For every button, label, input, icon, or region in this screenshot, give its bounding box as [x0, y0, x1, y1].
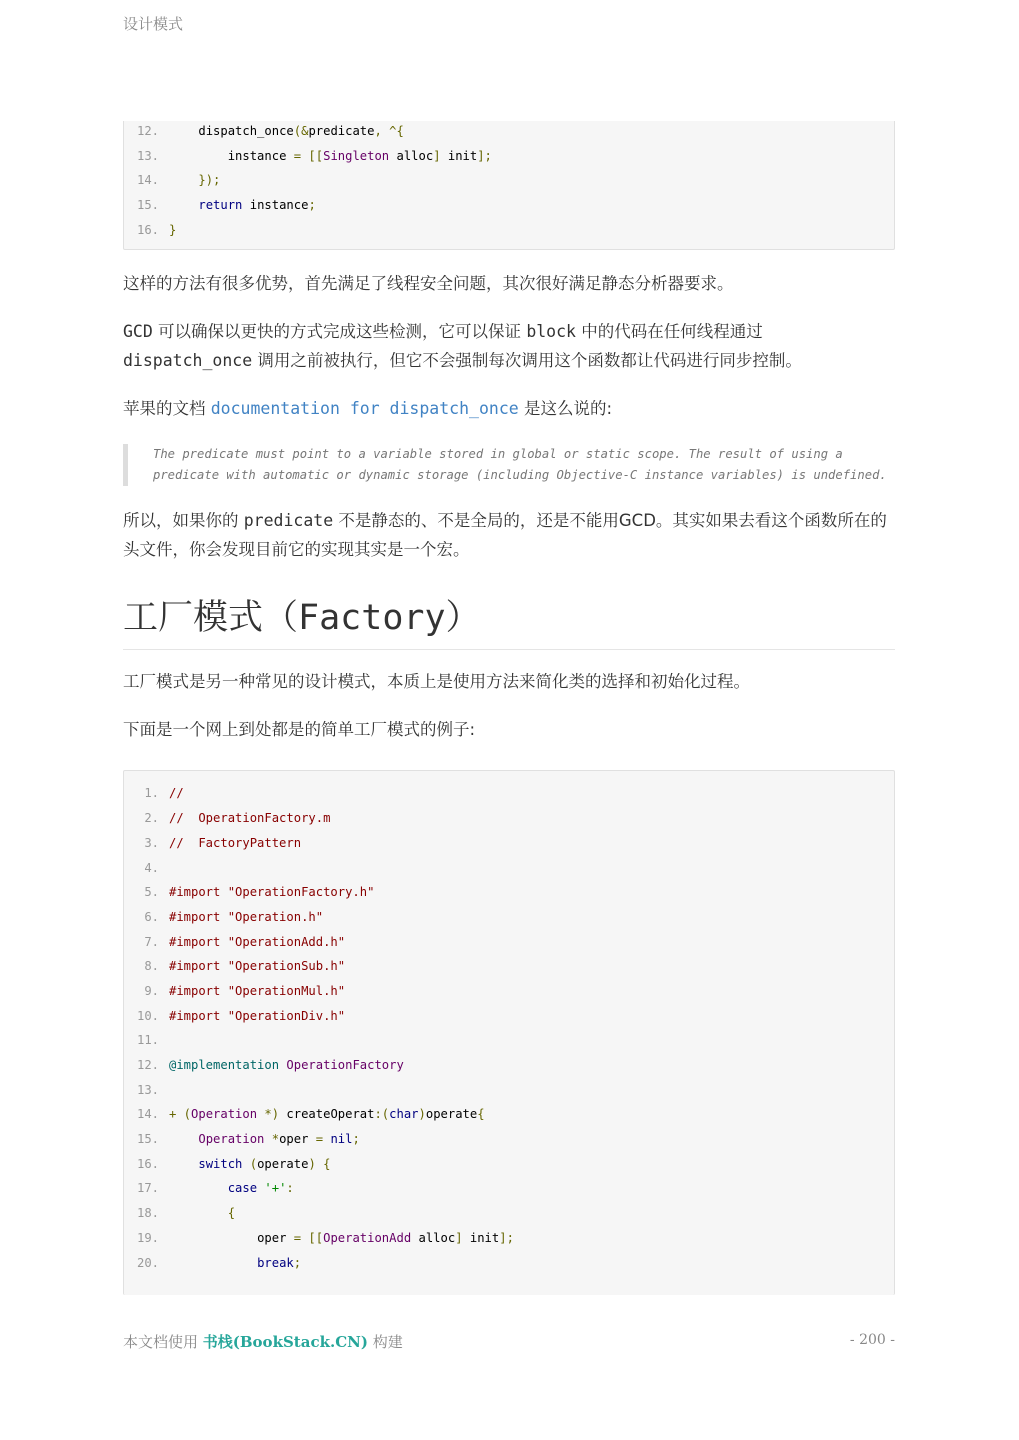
- code-content: + (Operation *) createOperat:(char)operate{: [169, 1107, 485, 1122]
- code-line: [124, 1253, 894, 1278]
- code-line: [124, 882, 894, 907]
- code-line: [124, 1178, 894, 1203]
- code-content: });: [198, 173, 221, 188]
- code-line: [124, 808, 894, 833]
- code-line: [124, 121, 894, 146]
- blockquote-apple-docs: The predicate must point to a variable stored in global or static scope. The result of using a predicate with automatic or dynamic storage (including Objective-C instance variables) is undefined.: [123, 444, 895, 486]
- code-line: [124, 932, 894, 957]
- code-line: [124, 907, 894, 932]
- inline-code-dispatch-once: dispatch_once: [123, 351, 253, 371]
- line-number: 4.: [144, 860, 159, 875]
- code-content: #import "OperationDiv.h": [169, 1008, 346, 1023]
- footer-prefix: 本文档使用: [123, 1333, 203, 1351]
- title-en: Factory: [298, 598, 446, 639]
- line-number: 16.: [136, 1156, 159, 1171]
- line-number: 3.: [144, 835, 159, 850]
- code-block-singleton-tail: [123, 121, 895, 250]
- title-paren: （: [263, 598, 299, 639]
- code-content: oper = [[OperationAdd alloc] init];: [257, 1230, 514, 1245]
- code-content: }: [169, 222, 177, 237]
- code-content: #import "OperationMul.h": [169, 983, 346, 998]
- code-content: //: [169, 786, 184, 801]
- line-number: 12.: [136, 124, 159, 138]
- code-line: [124, 1228, 894, 1253]
- code-line: [124, 1203, 894, 1228]
- line-number: 13.: [136, 148, 159, 163]
- code-line: [124, 170, 894, 195]
- line-number: 15.: [136, 1132, 159, 1147]
- page-number: - 200 -: [849, 1332, 895, 1348]
- title-paren: ）: [445, 598, 481, 639]
- inline-code-predicate: predicate: [243, 511, 334, 531]
- code-content: switch (operate) {: [198, 1156, 331, 1171]
- code-block-operation-factory: [123, 770, 895, 1295]
- code-line: [124, 1030, 894, 1055]
- code-content: #import "OperationSub.h": [169, 959, 346, 974]
- paragraph-gcd: [123, 317, 895, 375]
- line-number: 14.: [136, 173, 159, 188]
- line-number: 13.: [136, 1082, 159, 1097]
- code-line: [124, 1080, 894, 1105]
- code-line: [124, 195, 894, 220]
- code-content: Operation *oper = nil;: [198, 1132, 360, 1147]
- footer-suffix: 构建: [367, 1333, 403, 1351]
- paragraph-factory-example: 下面是一个网上到处都是的简单工厂模式的例子:: [123, 720, 476, 740]
- line-number: 1.: [144, 786, 159, 801]
- line-number: 7.: [144, 934, 159, 949]
- line-number: 9.: [144, 983, 159, 998]
- code-line: [124, 1129, 894, 1154]
- paragraph-predicate: [123, 506, 895, 564]
- code-content: #import "OperationAdd.h": [169, 934, 346, 949]
- inline-code-block: block: [526, 322, 576, 342]
- line-number: 5.: [144, 885, 159, 900]
- code-content: break;: [257, 1255, 302, 1270]
- line-number: 12.: [136, 1058, 159, 1072]
- paragraph-advantages: 这样的方法有很多优势，首先满足了线程安全问题，其次很好满足静态分析器要求。: [123, 274, 734, 294]
- text-segment: 是这么说的:: [518, 399, 613, 419]
- code-content: instance = [[Singleton alloc] init];: [227, 148, 492, 163]
- line-number: 20.: [136, 1255, 159, 1270]
- text-segment: 可以确保以更快的方式完成这些检测，它可以保证: [152, 322, 527, 342]
- text-segment: 中的代码在任何线程通过: [575, 322, 763, 342]
- title-cn: 工厂模式: [123, 598, 264, 639]
- code-content: // FactoryPattern: [169, 835, 302, 850]
- line-number: 15.: [136, 198, 159, 213]
- inline-code-gcd: GCD: [123, 322, 153, 342]
- line-number: 14.: [136, 1107, 159, 1122]
- code-line: [124, 833, 894, 858]
- line-number: 19.: [136, 1230, 159, 1245]
- code-content: return instance;: [198, 198, 316, 213]
- line-number: 17.: [136, 1181, 159, 1196]
- code-content: {: [227, 1206, 236, 1221]
- text-segment: 不是静态的、不是全局的，还是不能用GCD。其实如果去看这个函数所在的头文件，你会发现目前它的实现其实是一个宏。: [123, 511, 887, 560]
- footer-brand-link[interactable]: 书栈(BookStack.CN): [202, 1333, 368, 1351]
- code-content: case '+':: [227, 1181, 294, 1196]
- line-number: 10.: [136, 1008, 159, 1023]
- line-number: 2.: [144, 811, 159, 826]
- link-dispatch-once-docs[interactable]: documentation for dispatch_once: [210, 399, 519, 419]
- code-content: #import "OperationFactory.h": [169, 885, 375, 900]
- code-line: [124, 981, 894, 1006]
- code-line: [124, 1055, 894, 1080]
- paragraph-factory-intro: 工厂模式是另一种常见的设计模式，本质上是使用方法来简化类的选择和初始化过程。: [123, 672, 750, 692]
- footer-credit: [123, 1331, 403, 1352]
- text-segment: 所以，如果你的: [123, 511, 244, 531]
- line-number: 6.: [144, 909, 159, 924]
- code-line: [124, 858, 894, 883]
- code-content: #import "Operation.h": [169, 909, 324, 924]
- code-line: [124, 1154, 894, 1179]
- page-content: [123, 121, 895, 1295]
- running-header: 设计模式: [123, 15, 184, 33]
- line-number: 18.: [136, 1206, 159, 1221]
- paragraph-apple-docs: [123, 394, 895, 423]
- code-content: dispatch_once(&predicate, ^{: [198, 124, 404, 138]
- code-line: [124, 1006, 894, 1031]
- code-line: [124, 956, 894, 981]
- code-content: @implementation OperationFactory: [169, 1058, 404, 1072]
- code-line: [124, 1104, 894, 1129]
- section-title-factory: [123, 595, 895, 650]
- line-number: 8.: [144, 959, 159, 974]
- line-number: 16.: [136, 222, 159, 237]
- code-line: [124, 783, 894, 808]
- code-line: [124, 220, 894, 245]
- text-segment: 调用之前被执行，但它不会强制每次调用这个函数都让代码进行同步控制。: [252, 351, 802, 371]
- line-number: 11.: [136, 1033, 159, 1048]
- code-content: // OperationFactory.m: [169, 811, 331, 826]
- text-segment: 苹果的文档: [123, 399, 211, 419]
- code-line: [124, 146, 894, 171]
